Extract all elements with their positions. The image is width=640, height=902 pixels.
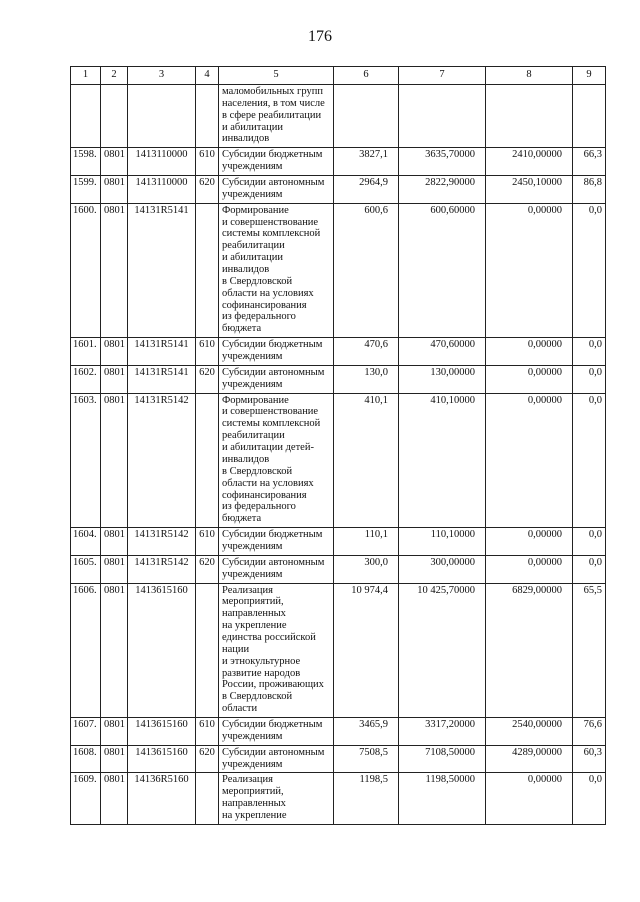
section-code-cell: 0801 <box>101 745 128 773</box>
target-article-cell: 1413110000 <box>128 176 196 204</box>
expense-type-cell: 620 <box>196 555 219 583</box>
table-row <box>71 745 606 773</box>
approved-amount-cell: 3635,70000 <box>399 148 486 176</box>
approved-amount-cell: 410,10000 <box>399 393 486 527</box>
section-code-cell: 0801 <box>101 717 128 745</box>
target-article-cell: 14131R5141 <box>128 203 196 337</box>
column-header: 1 <box>71 67 101 85</box>
column-header: 7 <box>399 67 486 85</box>
row-number-cell: 1604. <box>71 528 101 556</box>
approved-amount-cell: 2822,90000 <box>399 176 486 204</box>
plan-amount-cell: 2964,9 <box>334 176 399 204</box>
plan-amount-cell: 410,1 <box>334 393 399 527</box>
table-row <box>71 583 606 717</box>
executed-amount-cell: 6829,00000 <box>486 583 573 717</box>
approved-amount-cell: 1198,50000 <box>399 773 486 824</box>
percent-cell: 76,6 <box>573 717 606 745</box>
target-article-cell: 1413615160 <box>128 717 196 745</box>
executed-amount-cell: 2540,00000 <box>486 717 573 745</box>
section-code-cell: 0801 <box>101 203 128 337</box>
column-header: 6 <box>334 67 399 85</box>
approved-amount-cell: 110,10000 <box>399 528 486 556</box>
column-header: 3 <box>128 67 196 85</box>
expense-type-cell: 610 <box>196 148 219 176</box>
table-row <box>71 393 606 527</box>
section-code-cell: 0801 <box>101 773 128 824</box>
item-name-cell: Субсидии бюджетным учреждениям <box>219 148 334 176</box>
executed-amount-cell: 0,00000 <box>486 773 573 824</box>
section-code-cell: 0801 <box>101 393 128 527</box>
percent-cell: 0,0 <box>573 338 606 366</box>
expense-type-cell <box>196 393 219 527</box>
percent-cell: 66,3 <box>573 148 606 176</box>
row-number-cell <box>71 85 101 148</box>
column-header: 4 <box>196 67 219 85</box>
executed-amount-cell: 4289,00000 <box>486 745 573 773</box>
percent-cell: 0,0 <box>573 203 606 337</box>
table-row <box>71 148 606 176</box>
section-code-cell <box>101 85 128 148</box>
item-name-cell: Субсидии автономным учреждениям <box>219 176 334 204</box>
row-number-cell: 1608. <box>71 745 101 773</box>
approved-amount-cell: 470,60000 <box>399 338 486 366</box>
expense-type-cell: 610 <box>196 717 219 745</box>
executed-amount-cell: 0,00000 <box>486 528 573 556</box>
item-name-cell: маломобильных групп населения, в том числе в сфере реабилитации и абилитации инвалидов <box>219 85 334 148</box>
column-header: 8 <box>486 67 573 85</box>
percent-cell: 65,5 <box>573 583 606 717</box>
percent-cell: 0,0 <box>573 393 606 527</box>
plan-amount-cell: 3465,9 <box>334 717 399 745</box>
percent-cell: 0,0 <box>573 528 606 556</box>
row-number-cell: 1599. <box>71 176 101 204</box>
target-article-cell: 1413615160 <box>128 745 196 773</box>
section-code-cell: 0801 <box>101 555 128 583</box>
table-row <box>71 555 606 583</box>
plan-amount-cell <box>334 85 399 148</box>
executed-amount-cell: 0,00000 <box>486 555 573 583</box>
item-name-cell: Субсидии автономным учреждениям <box>219 745 334 773</box>
target-article-cell: 1413110000 <box>128 148 196 176</box>
expense-type-cell: 620 <box>196 176 219 204</box>
table-row <box>71 85 606 148</box>
target-article-cell: 1413615160 <box>128 583 196 717</box>
section-code-cell: 0801 <box>101 176 128 204</box>
percent-cell: 86,8 <box>573 176 606 204</box>
expense-type-cell <box>196 85 219 148</box>
table-row <box>71 365 606 393</box>
approved-amount-cell: 300,00000 <box>399 555 486 583</box>
plan-amount-cell: 300,0 <box>334 555 399 583</box>
section-code-cell: 0801 <box>101 338 128 366</box>
executed-amount-cell: 2450,10000 <box>486 176 573 204</box>
item-name-cell: Реализация мероприятий, направленных на укрепление <box>219 773 334 824</box>
item-name-cell: Реализация мероприятий, направленных на укрепление единства российской нации и этнокультурное развитие народов России, проживающих в Свердловской области <box>219 583 334 717</box>
plan-amount-cell: 10 974,4 <box>334 583 399 717</box>
table-row <box>71 203 606 337</box>
percent-cell: 0,0 <box>573 365 606 393</box>
expense-type-cell <box>196 773 219 824</box>
expense-type-cell: 620 <box>196 365 219 393</box>
budget-table <box>70 66 606 825</box>
expense-type-cell: 620 <box>196 745 219 773</box>
plan-amount-cell: 470,6 <box>334 338 399 366</box>
row-number-cell: 1600. <box>71 203 101 337</box>
column-header: 2 <box>101 67 128 85</box>
approved-amount-cell: 7108,50000 <box>399 745 486 773</box>
target-article-cell <box>128 85 196 148</box>
row-number-cell: 1602. <box>71 365 101 393</box>
expense-type-cell: 610 <box>196 338 219 366</box>
item-name-cell: Субсидии бюджетным учреждениям <box>219 338 334 366</box>
percent-cell: 0,0 <box>573 773 606 824</box>
target-article-cell: 14131R5142 <box>128 393 196 527</box>
percent-cell: 0,0 <box>573 555 606 583</box>
column-header: 5 <box>219 67 334 85</box>
row-number-cell: 1598. <box>71 148 101 176</box>
row-number-cell: 1606. <box>71 583 101 717</box>
item-name-cell: Формирование и совершенствование системы комплексной реабилитации и абилитации инвалидов в Свердловской области на условиях софинансирования из федерального бюджета <box>219 203 334 337</box>
item-name-cell: Формирование и совершенствование системы комплексной реабилитации и абилитации детей- инвалидов в Свердловской области на условиях софинансирования из федерального бюджета <box>219 393 334 527</box>
table-row <box>71 528 606 556</box>
header-row <box>71 67 606 85</box>
item-name-cell: Субсидии бюджетным учреждениям <box>219 717 334 745</box>
item-name-cell: Субсидии автономным учреждениям <box>219 555 334 583</box>
table-row <box>71 717 606 745</box>
executed-amount-cell: 0,00000 <box>486 365 573 393</box>
row-number-cell: 1609. <box>71 773 101 824</box>
executed-amount-cell <box>486 85 573 148</box>
expense-type-cell <box>196 203 219 337</box>
column-header: 9 <box>573 67 606 85</box>
section-code-cell: 0801 <box>101 365 128 393</box>
target-article-cell: 14131R5141 <box>128 365 196 393</box>
approved-amount-cell: 600,60000 <box>399 203 486 337</box>
item-name-cell: Субсидии автономным учреждениям <box>219 365 334 393</box>
approved-amount-cell <box>399 85 486 148</box>
executed-amount-cell: 0,00000 <box>486 393 573 527</box>
section-code-cell: 0801 <box>101 528 128 556</box>
row-number-cell: 1605. <box>71 555 101 583</box>
page-number: 176 <box>308 28 332 45</box>
target-article-cell: 14136R5160 <box>128 773 196 824</box>
target-article-cell: 14131R5142 <box>128 555 196 583</box>
plan-amount-cell: 130,0 <box>334 365 399 393</box>
row-number-cell: 1603. <box>71 393 101 527</box>
expense-type-cell: 610 <box>196 528 219 556</box>
plan-amount-cell: 1198,5 <box>334 773 399 824</box>
plan-amount-cell: 7508,5 <box>334 745 399 773</box>
table-row <box>71 176 606 204</box>
executed-amount-cell: 0,00000 <box>486 203 573 337</box>
section-code-cell: 0801 <box>101 148 128 176</box>
plan-amount-cell: 3827,1 <box>334 148 399 176</box>
executed-amount-cell: 0,00000 <box>486 338 573 366</box>
approved-amount-cell: 10 425,70000 <box>399 583 486 717</box>
table-row <box>71 338 606 366</box>
section-code-cell: 0801 <box>101 583 128 717</box>
row-number-cell: 1601. <box>71 338 101 366</box>
plan-amount-cell: 110,1 <box>334 528 399 556</box>
expense-type-cell <box>196 583 219 717</box>
table-row <box>71 773 606 824</box>
item-name-cell: Субсидии бюджетным учреждениям <box>219 528 334 556</box>
executed-amount-cell: 2410,00000 <box>486 148 573 176</box>
percent-cell <box>573 85 606 148</box>
target-article-cell: 14131R5142 <box>128 528 196 556</box>
approved-amount-cell: 3317,20000 <box>399 717 486 745</box>
percent-cell: 60,3 <box>573 745 606 773</box>
row-number-cell: 1607. <box>71 717 101 745</box>
approved-amount-cell: 130,00000 <box>399 365 486 393</box>
target-article-cell: 14131R5141 <box>128 338 196 366</box>
plan-amount-cell: 600,6 <box>334 203 399 337</box>
